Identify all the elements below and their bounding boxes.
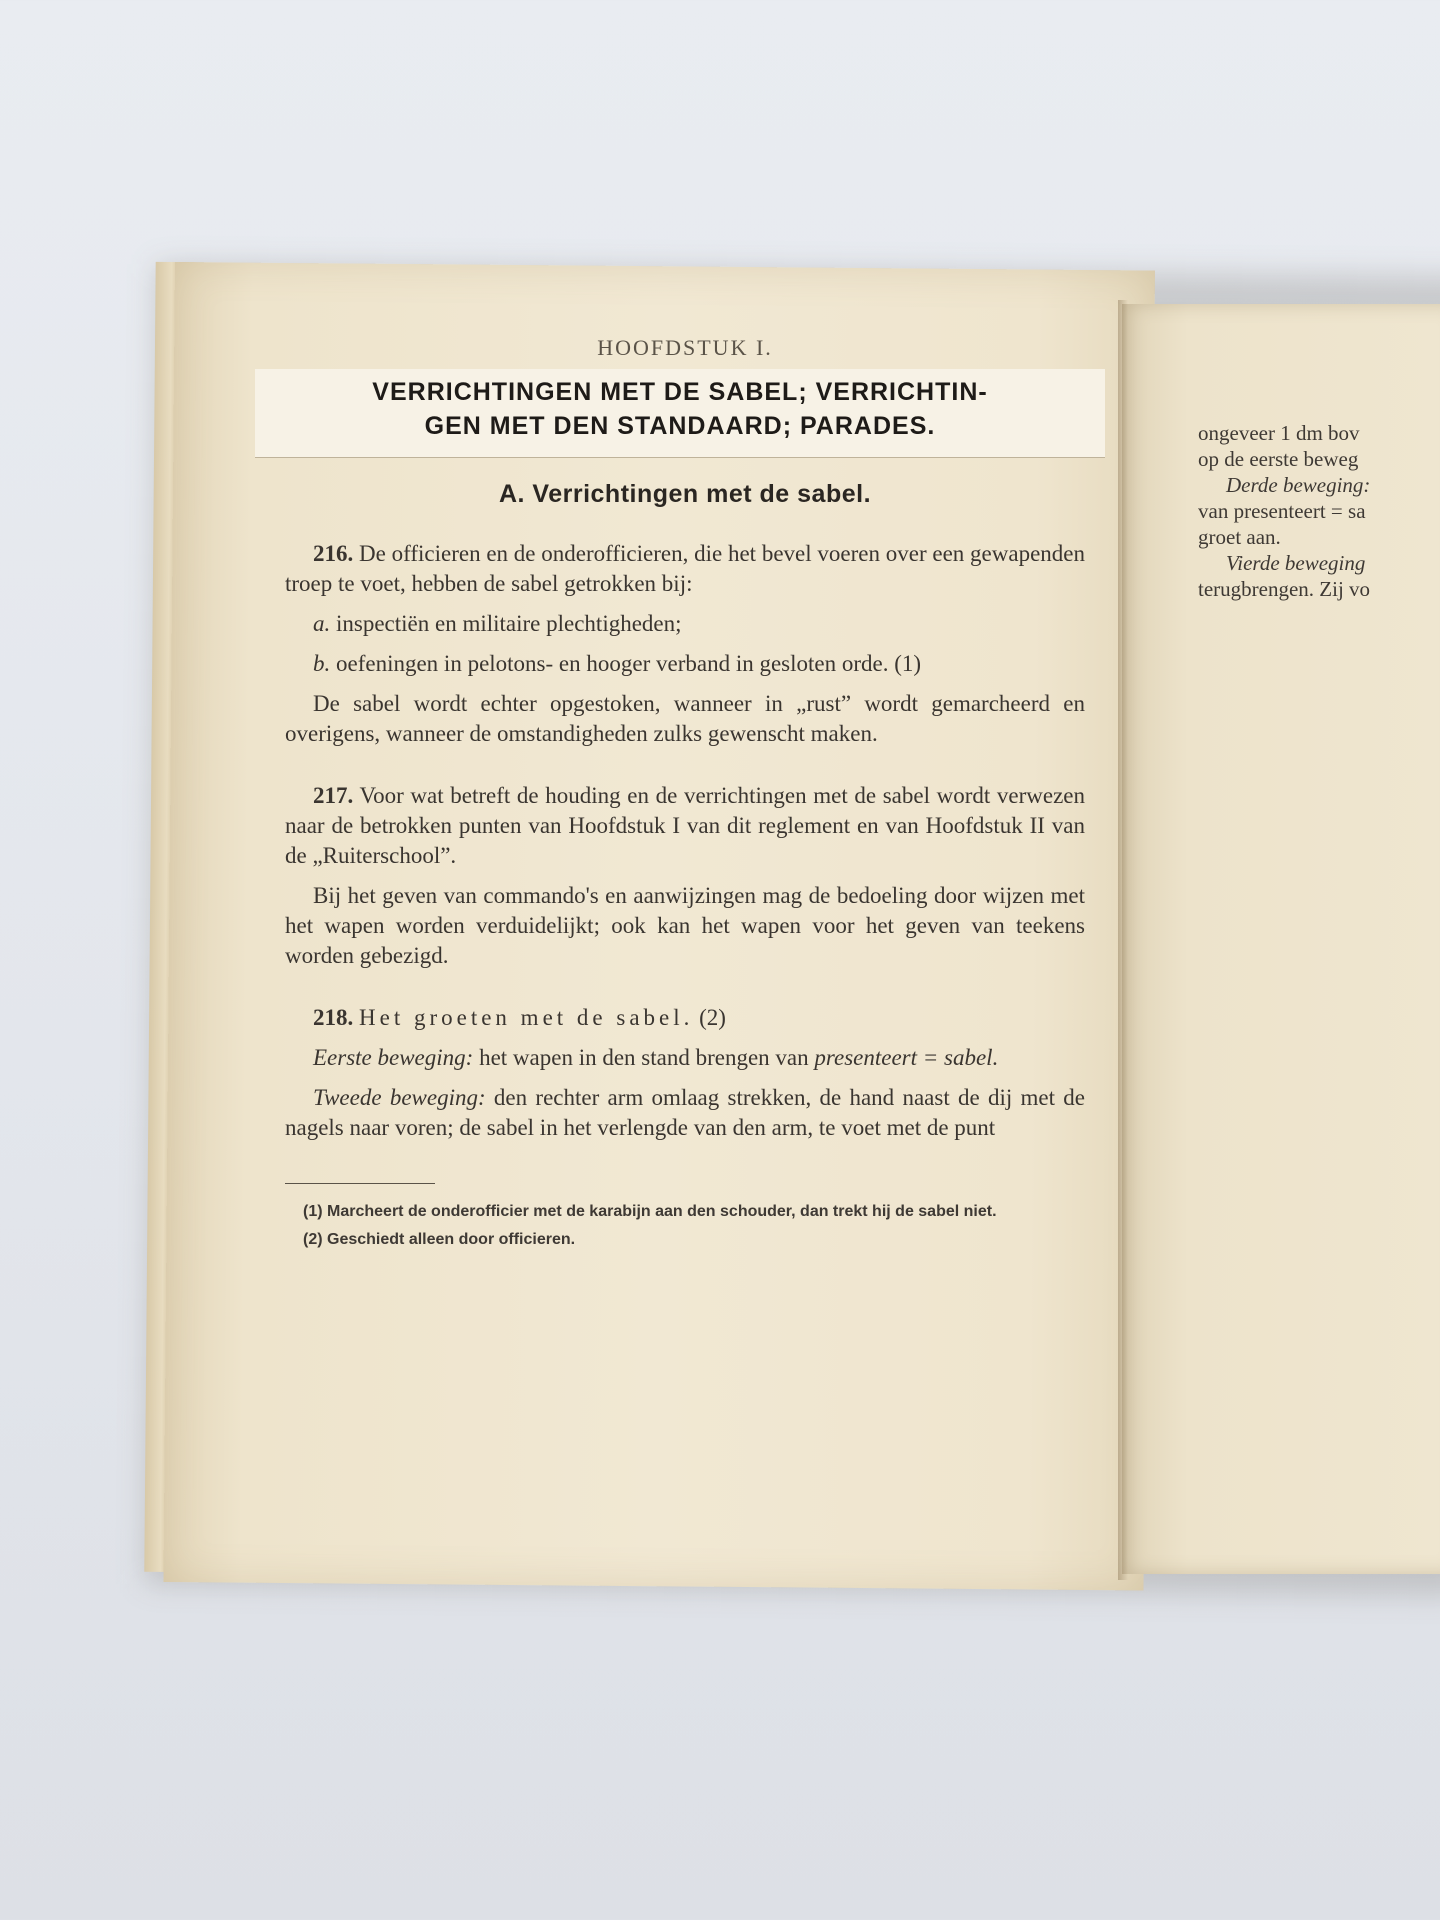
paragraph-217 [285,781,1085,871]
paragraph-number: 216. [313,541,354,566]
paragraph-text: Voor wat betreft de houding en de verrichtingen met de sabel wordt verwezen naar de betrokken punten van Hoofdstuk I van dit reglement en van Hoofdstuk II van de „Ruiterschool”. [285,783,1085,868]
footnote-text: Geschiedt alleen door officieren. [327,1231,576,1248]
list-label: b. [313,651,331,676]
list-text: oefeningen in pelotons- en hooger verband in gesloten orde. (1) [336,651,922,676]
book-gutter [1118,300,1128,1580]
first-movement [285,1043,1085,1073]
paragraph-218-heading [285,1003,1085,1033]
right-line-2: op de eerste beweg [1198,447,1359,471]
list-text: inspectiën en militaire plechtigheden; [336,611,682,636]
left-page-content [285,335,1085,1254]
chapter-title-box [255,369,1105,458]
paragraph-number: 218. [313,1005,354,1030]
footnote-label: (1) [303,1203,323,1220]
paragraph-text: De officieren en de onderofficieren, die het bevel voeren over een gewapenden troep te voet, hebben de sabel getrokken bij: [285,541,1085,596]
footnote-divider [285,1183,435,1184]
movement-label: Eerste beweging: [313,1045,474,1070]
footnote-label: (2) [303,1231,323,1248]
right-line-3: Derde beweging: [1226,473,1371,497]
right-line-4: van presenteert = sa [1198,499,1366,523]
list-label: a. [313,611,331,636]
paragraph-title: Het groeten met de sabel. [359,1005,694,1030]
section-title: A. Verrichtingen met de sabel. [498,480,872,508]
paragraph-217-continuation: Bij het geven van commando's en aanwijzingen mag de bedoeling door wijzen met het wapen worden verduidelijkt; ook kan het wapen voor het geven van teekens worden gebezigd. [285,883,1085,968]
footnote-1 [285,1198,1085,1226]
right-line-6: Vierde beweging [1226,551,1366,575]
paragraph-number: 217. [313,783,354,808]
movement-text: het wapen in den stand brengen van [479,1045,809,1070]
list-item-a [285,609,1085,639]
movement-text: den rechter arm omlaag strekken, de hand naast de dij met de nagels naar voren; de sabel in het verlengde van den arm, te voet met de punt [285,1085,1086,1140]
movement-label: Tweede beweging: [313,1085,486,1110]
second-movement [285,1083,1085,1143]
footnote-text: Marcheert de onderofficier met de karabijn aan den schouder, dan trekt hij de sabel niet. [327,1203,997,1220]
chapter-label: HOOFDSTUK I. [597,335,773,360]
chapter-title-line-1: VERRICHTINGEN MET DE SABEL; VERRICHTIN- [372,378,988,406]
chapter-title-line-2: GEN MET DEN STANDAARD; PARADES. [424,412,936,440]
footnote-2 [285,1226,1085,1254]
paragraph-216-continuation: De sabel wordt echter opgestoken, wanneer in „rust” wordt gemarcheerd en overigens, wanneer de omstandigheden zulks gewenscht maken. [285,691,1085,746]
right-page-content [1198,420,1440,602]
right-line-1: ongeveer 1 dm bov [1198,421,1360,445]
movement-italic-end: presenteert = sabel. [814,1045,999,1070]
right-line-5: groet aan. [1198,525,1281,549]
right-line-7: terugbrengen. Zij vo [1198,577,1371,601]
list-item-b [285,649,1085,679]
footnote-reference: (2) [699,1005,726,1030]
paragraph-216 [285,539,1085,599]
